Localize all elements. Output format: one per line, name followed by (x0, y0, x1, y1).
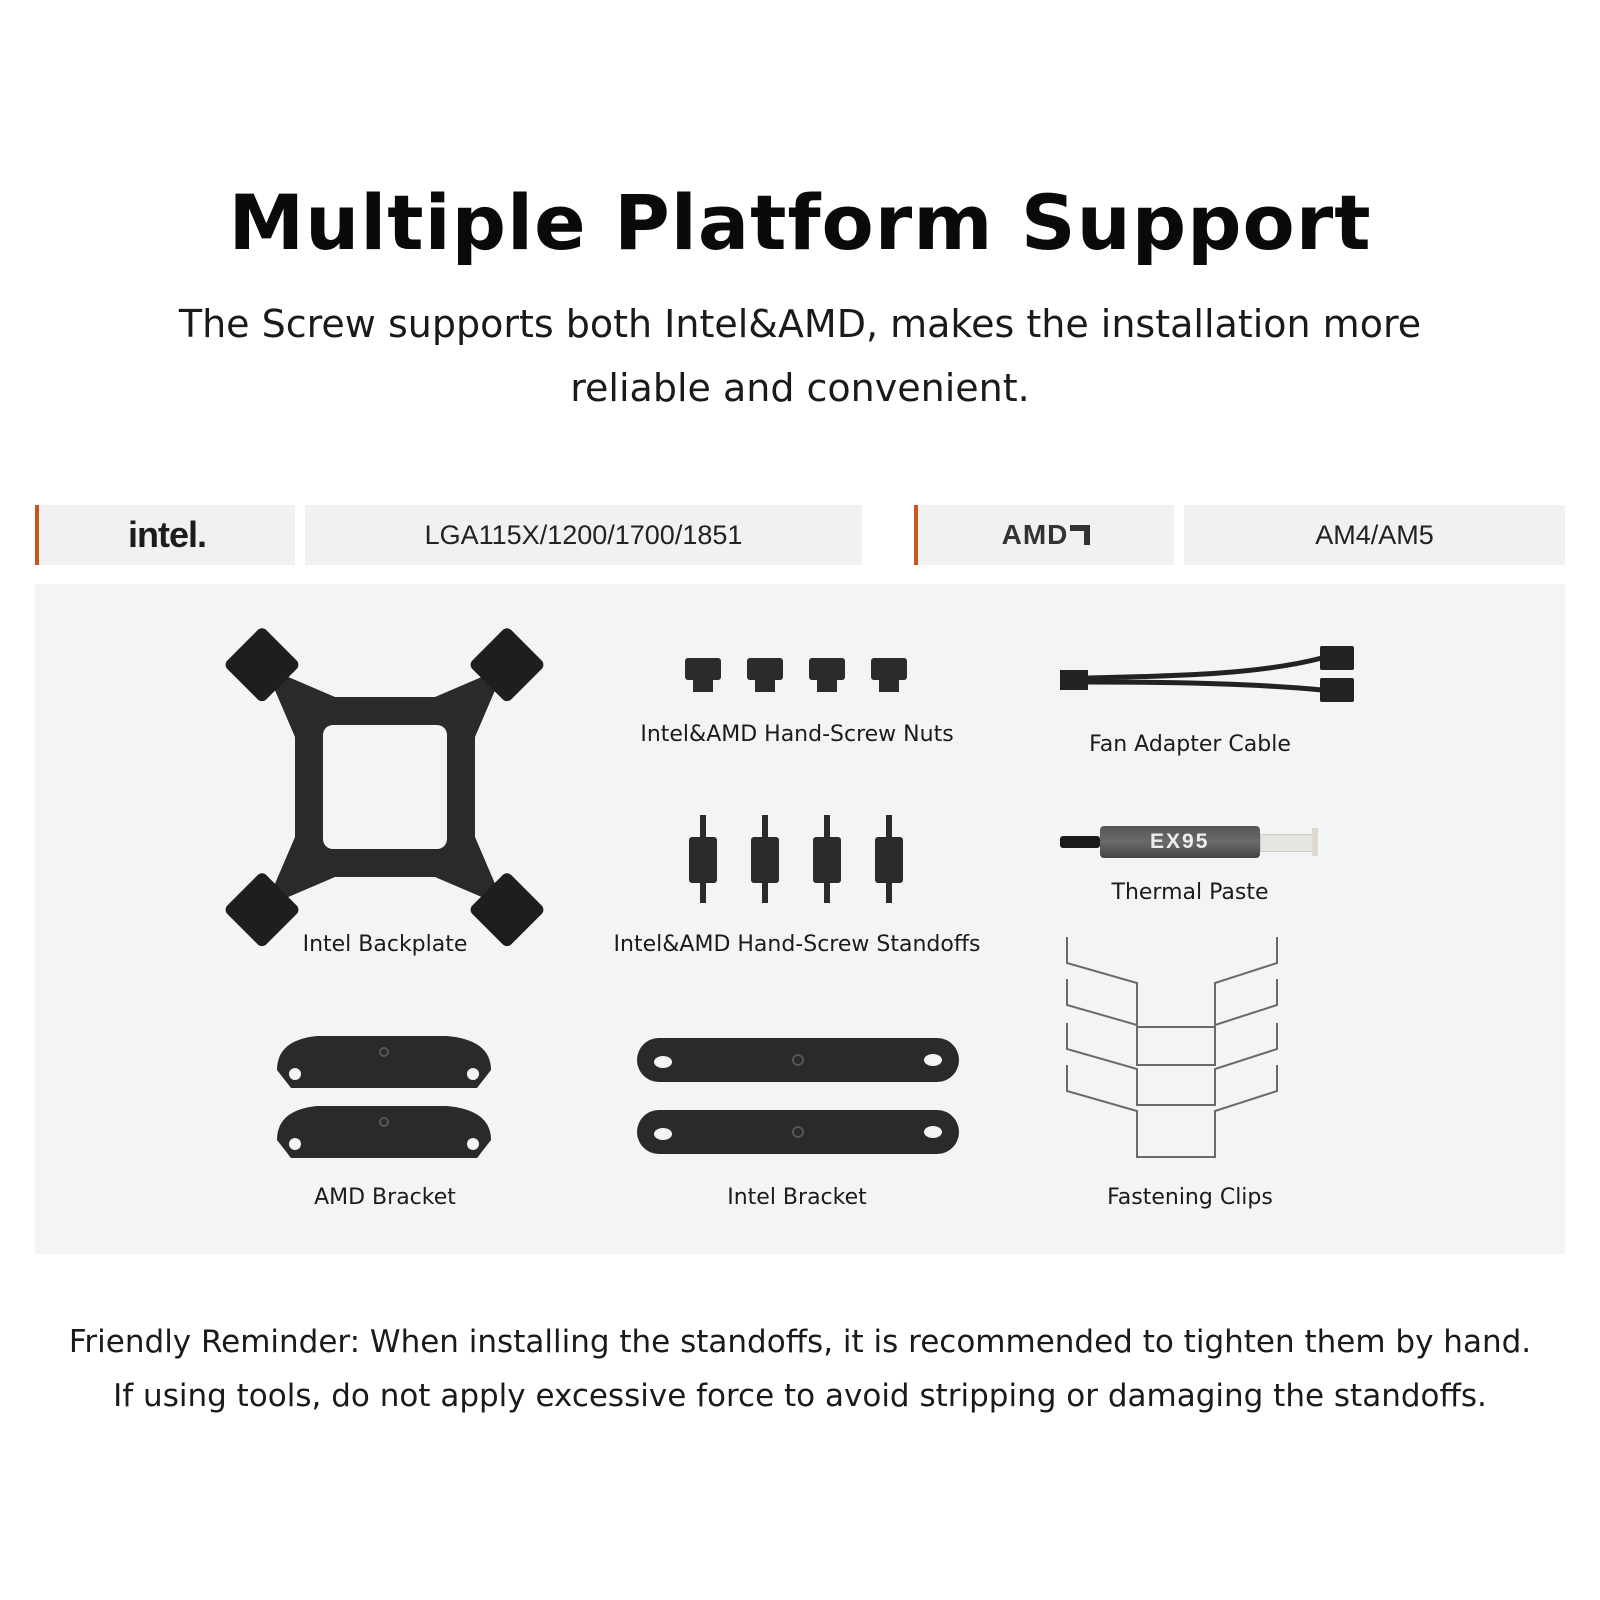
amd-sockets: AM4/AM5 (1315, 519, 1434, 550)
amd-bracket-label: AMD Bracket (314, 1185, 456, 1210)
amd-logo-box (914, 505, 1174, 565)
subtitle-line-1: The Screw supports both Intel&AMD, makes the installation more (178, 302, 1422, 346)
fastening-clips-label: Fastening Clips (1107, 1185, 1273, 1210)
intel-sockets: LGA115X/1200/1700/1851 (424, 519, 743, 550)
page-title: Multiple Platform Support (228, 178, 1372, 267)
hand-screw-standoffs-image (685, 815, 915, 905)
subtitle-line-2: reliable and convenient. (570, 366, 1030, 410)
intel-backplate-label: Intel Backplate (302, 932, 468, 957)
reminder-line-1: Friendly Reminder: When installing the standoffs, it is recommended to tighten them by hand. (68, 1324, 1532, 1360)
page-subtitle (140, 292, 1460, 420)
amd-sockets-box (1184, 505, 1565, 565)
friendly-reminder (40, 1315, 1560, 1423)
amd-logo: AMD (1002, 519, 1091, 551)
intel-bracket-image (637, 1030, 959, 1160)
reminder-line-2: If using tools, do not apply excessive force to avoid stripping or damaging the standoffs. (113, 1378, 1487, 1414)
fan-adapter-cable-label: Fan Adapter Cable (1089, 732, 1291, 757)
intel-logo: intel. (127, 514, 206, 555)
fastening-clips-image (1065, 935, 1317, 1170)
thermal-paste-image (1060, 824, 1325, 860)
thermal-paste-label: Thermal Paste (1111, 880, 1269, 905)
hand-screw-nuts-image (685, 658, 915, 694)
intel-logo-box (35, 505, 295, 565)
intel-sockets-box (305, 505, 862, 565)
intel-backplate-image (225, 627, 545, 947)
amd-bracket-image (277, 1030, 491, 1170)
hand-screw-standoffs-label: Intel&AMD Hand-Screw Standoffs (613, 932, 981, 957)
intel-bracket-label: Intel Bracket (727, 1185, 867, 1210)
thermal-paste-brand: EX95 (1150, 830, 1210, 853)
fan-adapter-cable-image (1060, 640, 1360, 710)
hand-screw-nuts-label: Intel&AMD Hand-Screw Nuts (640, 722, 954, 747)
